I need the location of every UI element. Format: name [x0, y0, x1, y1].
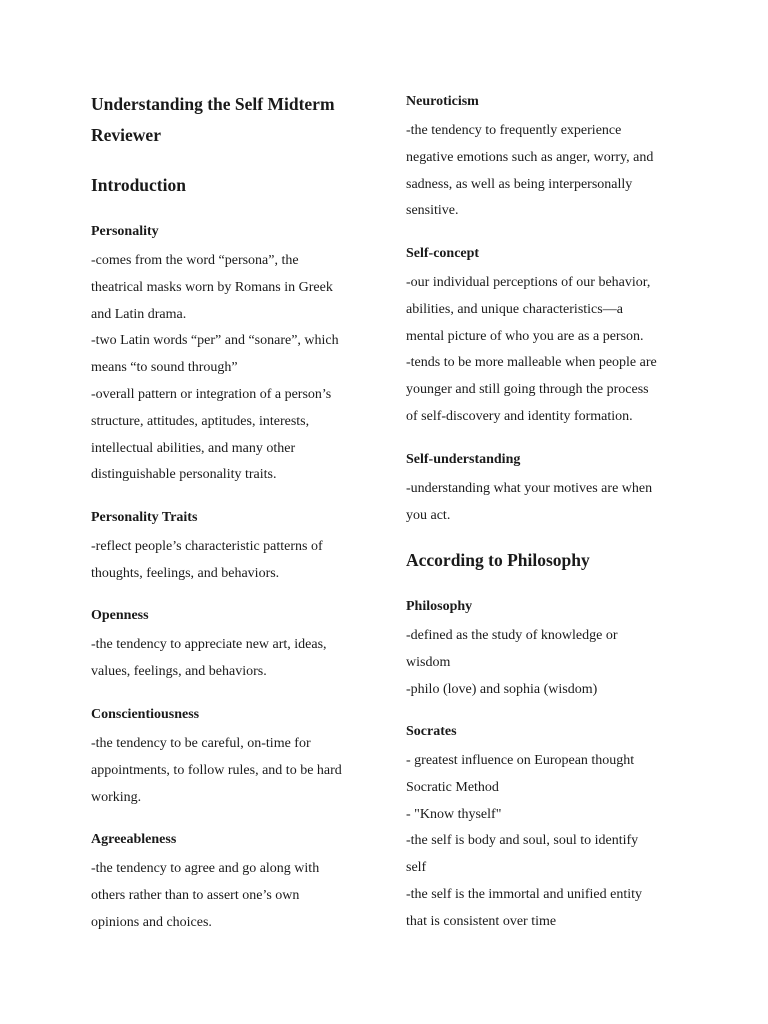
entry-term: Philosophy [406, 599, 473, 614]
entry-term: Neuroticism [406, 94, 479, 109]
entry-definition: -defined as the study of knowledge or wisdom -philo (love) and sophia (wisdom) [406, 628, 618, 697]
entry-definition: -reflect people’s characteristic patterns of thoughts, feelings, and behaviors. [91, 539, 323, 581]
entry-definition: -the tendency to agree and go along with others rather than to assert one’s own opinions and choices. [91, 861, 320, 930]
entry-personality [91, 222, 391, 489]
entry-openness [91, 606, 391, 686]
entry-philosophy [406, 597, 696, 703]
entry-definition: -the tendency to be careful, on-time for appointments, to follow rules, and to be hard working. [91, 736, 342, 805]
entry-definition: -the tendency to frequently experience negative emotions such as anger, worry, and sadness, as well as being interpersonally sensitive. [406, 123, 654, 219]
entry-definition: -comes from the word “persona”, the theatrical masks worn by Romans in Greek and Latin drama. -two Latin words “per” and “sonare”, which means “to sound through” -overall pattern or integration of a person’s structure, attitudes, aptitudes, interests, intellectual abilities, and many other distinguishable personality traits. [91, 253, 339, 483]
entry-term: Agreeableness [91, 832, 177, 847]
entry-neuroticism [406, 92, 696, 225]
entry-term: Personality Traits [91, 510, 198, 525]
document-title-line-1: Understanding the Self Midterm [91, 94, 335, 114]
entry-term: Conscientiousness [91, 707, 200, 722]
entry-socrates [406, 722, 696, 936]
entry-definition: -our individual perceptions of our behavior, abilities, and unique characteristics—a mental picture of who you are as a person. -tends to be more malleable when people are younger and still going through the process of self-discovery and identity formation. [406, 275, 657, 424]
section-heading-philosophy: According to Philosophy [406, 550, 590, 570]
entry-agreeableness [91, 830, 391, 936]
entry-term: Self-concept [406, 246, 480, 261]
entry-personality-traits [91, 508, 391, 588]
entry-definition: -understanding what your motives are when you act. [406, 481, 653, 523]
entry-definition: - greatest influence on European thought Socratic Method - "Know thyself" -the self is body and soul, soul to identify self -the self is the immortal and unified entity that is consistent over time [406, 753, 642, 929]
entry-self-understanding [406, 450, 696, 530]
entry-term: Socrates [406, 724, 457, 739]
entry-definition: -the tendency to appreciate new art, ideas, values, feelings, and behaviors. [91, 637, 327, 679]
entry-term: Personality [91, 224, 159, 239]
entry-self-concept [406, 244, 696, 431]
entry-term: Self-understanding [406, 452, 521, 467]
document-title [91, 89, 335, 151]
document-title-line-2: Reviewer [91, 125, 161, 145]
entry-conscientiousness [91, 705, 391, 811]
entry-term: Openness [91, 608, 149, 623]
section-heading-introduction: Introduction [91, 175, 186, 195]
